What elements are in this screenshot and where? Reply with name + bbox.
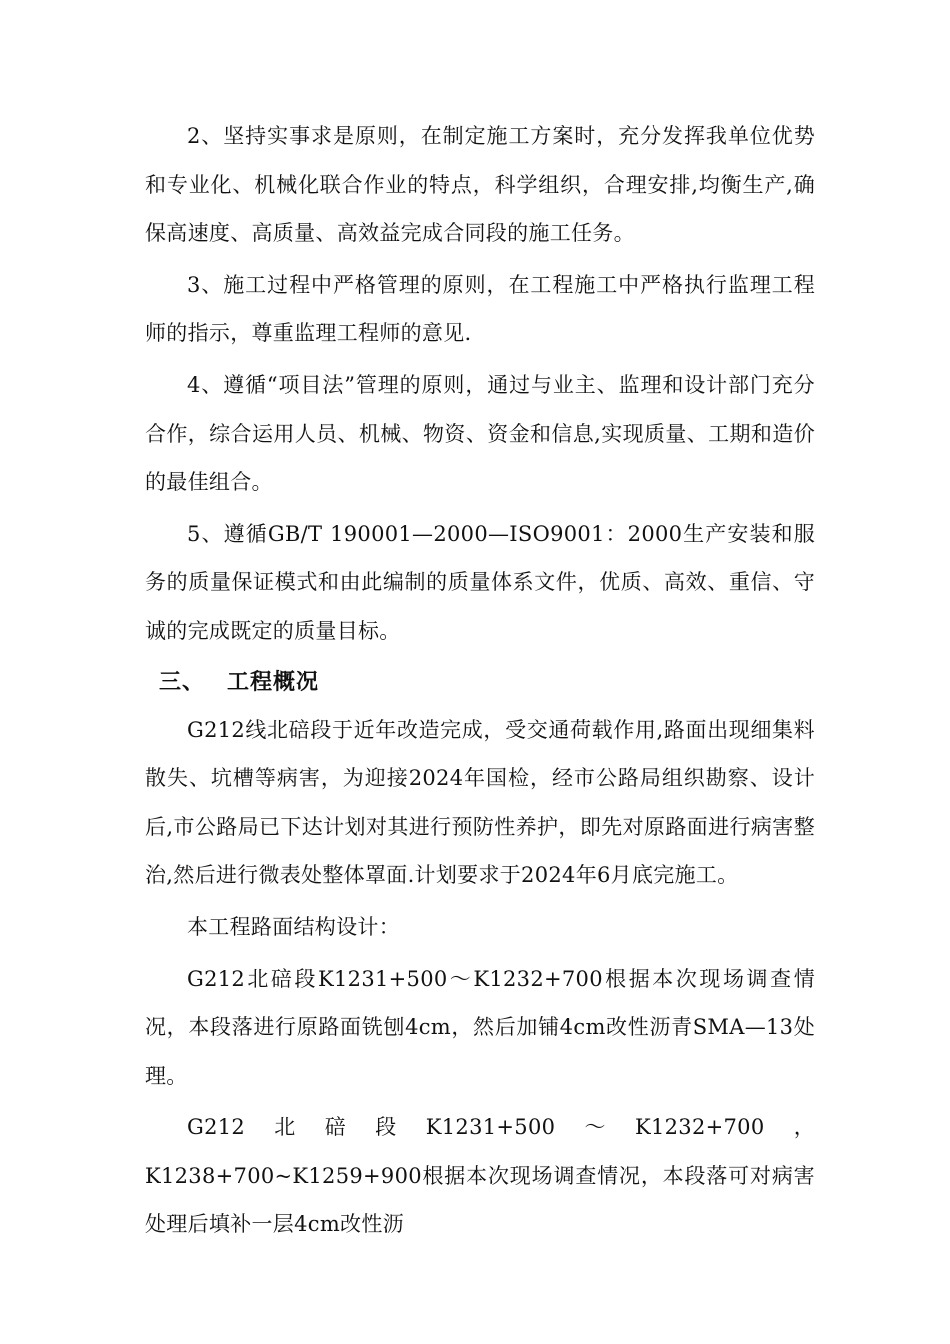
section-design-paragraph-1: G212北碚段K1231+500～K1232+700根据本次现场调查情况，本段落进行原路面铣刨4cm，然后加铺4cm改性沥青SMA—13处理。 [145,966,815,1088]
principle-item-4: 4、遵循“项目法”管理的原则，通过与业主、监理和设计部门充分合作，综合运用人员、机械、物资、资金和信息,实现质量、工期和造价的最佳组合。 [145,372,815,495]
project-overview-paragraph: G212线北碚段于近年改造完成，受交通荷载作用,路面出现细集料散失、坑槽等病害，为迎接2024年国检，经市公路局组织勘察、设计后,市公路局已下达计划对其进行预防性养护，即先对原路面进行病害整治,然后进行微表处整体罩面.计划要求于2024年6月底完施工。 [145,717,815,888]
section-number: 三、 [159,669,206,695]
section-heading [145,660,815,706]
principle-item-3: 3、施工过程中严格管理的原则，在工程施工中严格执行监理工程师的指示，尊重监理工程师的意见. [145,272,815,346]
principle-item-5: 5、遵循GB/T 190001—2000—ISO9001：2000生产安装和服务的质量保证模式和由此编制的质量体系文件，优质、高效、重信、守诚的完成既定的质量目标。 [145,521,815,643]
document-page [145,112,815,1249]
pavement-design-label: 本工程路面结构设计： [187,914,400,939]
principle-item-2: 2、坚持实事求是原则，在制定施工方案时，充分发挥我单位优势和专业化、机械化联合作业的特点，科学组织，合理安排,均衡生产,确保高速度、高质量、高效益完成合同段的施工任务。 [145,124,815,246]
section-title: 工程概况 [227,669,320,695]
section-design-paragraph-2: G212北碚段K1231+500～K1232+700，K1238+700~K1259+900根据本次现场调查情况，本段落可对病害处理后填补一层4cm改性沥 [145,1115,815,1237]
